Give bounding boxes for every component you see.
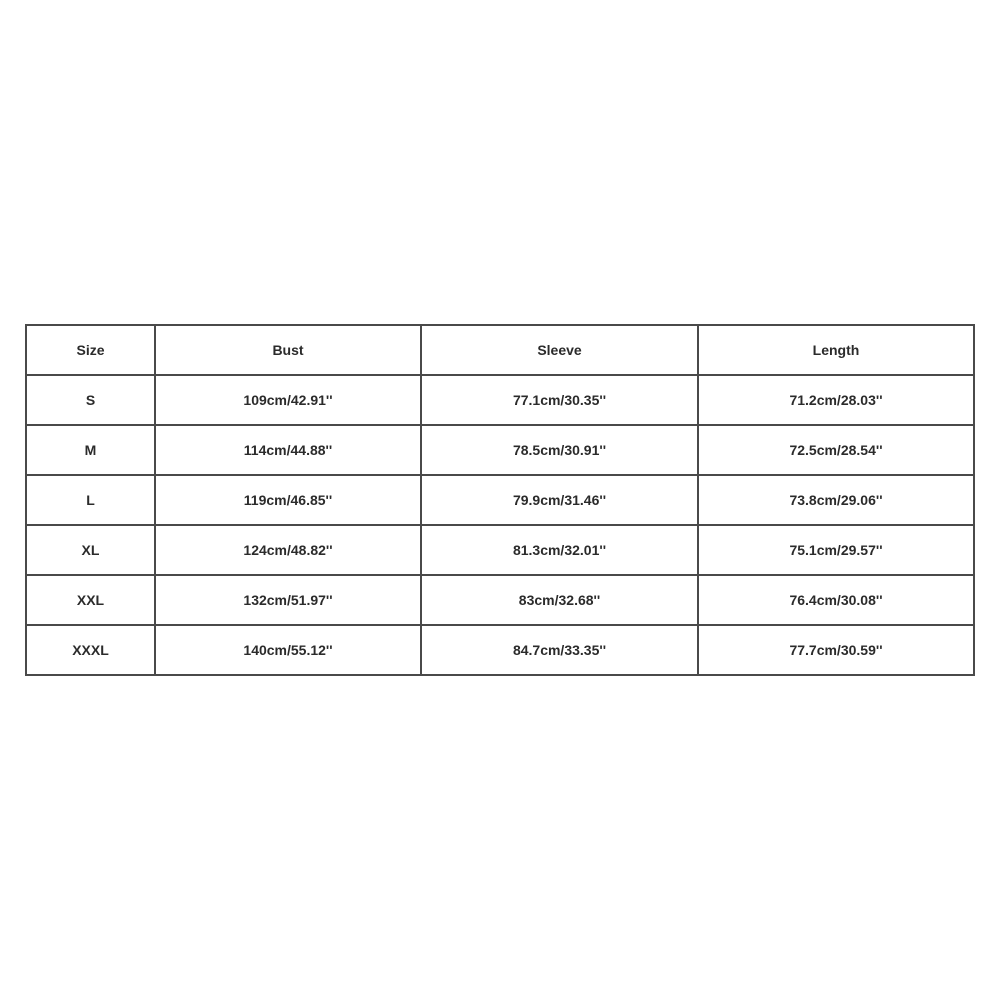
cell-length: 73.8cm/29.06'' [698, 475, 974, 525]
table-row [26, 525, 974, 575]
cell-size: L [26, 475, 155, 525]
cell-size: M [26, 425, 155, 475]
header-bust: Bust [155, 325, 421, 375]
cell-bust: 132cm/51.97'' [155, 575, 421, 625]
cell-length: 77.7cm/30.59'' [698, 625, 974, 675]
table-row [26, 475, 974, 525]
cell-bust: 124cm/48.82'' [155, 525, 421, 575]
header-length: Length [698, 325, 974, 375]
table-row [26, 625, 974, 675]
table-row [26, 375, 974, 425]
size-chart-body [26, 375, 974, 675]
header-sleeve: Sleeve [421, 325, 698, 375]
header-size: Size [26, 325, 155, 375]
cell-bust: 114cm/44.88'' [155, 425, 421, 475]
size-chart-table [25, 324, 975, 676]
cell-bust: 140cm/55.12'' [155, 625, 421, 675]
header-row [26, 325, 974, 375]
cell-sleeve: 77.1cm/30.35'' [421, 375, 698, 425]
size-chart-header [26, 325, 974, 375]
cell-size: XXXL [26, 625, 155, 675]
cell-length: 75.1cm/29.57'' [698, 525, 974, 575]
cell-size: S [26, 375, 155, 425]
cell-length: 72.5cm/28.54'' [698, 425, 974, 475]
table-row [26, 575, 974, 625]
cell-sleeve: 81.3cm/32.01'' [421, 525, 698, 575]
cell-length: 71.2cm/28.03'' [698, 375, 974, 425]
cell-sleeve: 78.5cm/30.91'' [421, 425, 698, 475]
cell-sleeve: 83cm/32.68'' [421, 575, 698, 625]
table-row [26, 425, 974, 475]
cell-size: XXL [26, 575, 155, 625]
cell-size: XL [26, 525, 155, 575]
cell-sleeve: 84.7cm/33.35'' [421, 625, 698, 675]
cell-sleeve: 79.9cm/31.46'' [421, 475, 698, 525]
cell-length: 76.4cm/30.08'' [698, 575, 974, 625]
cell-bust: 109cm/42.91'' [155, 375, 421, 425]
cell-bust: 119cm/46.85'' [155, 475, 421, 525]
